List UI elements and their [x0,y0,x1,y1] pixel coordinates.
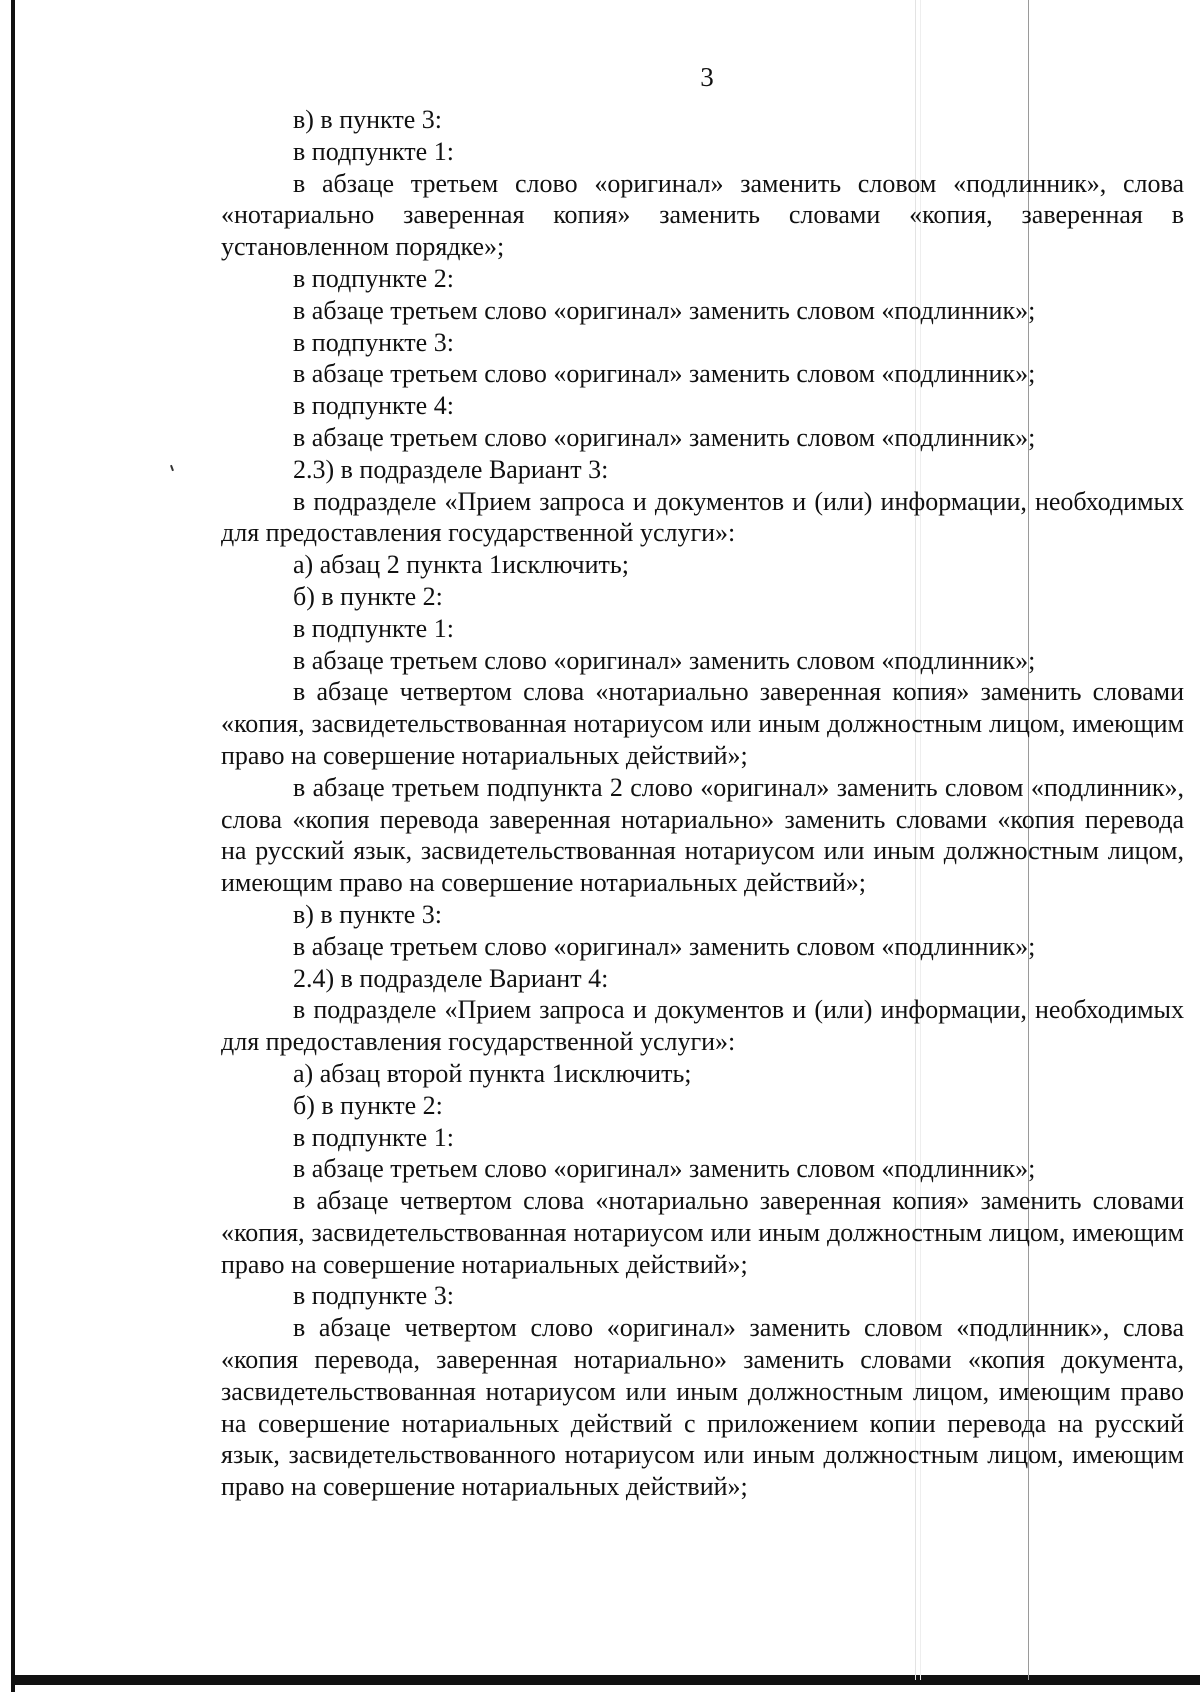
paragraph: в подразделе «Прием запроса и документов и (или) информации, необходимых для предоставления государственной услуги»: [221,486,1184,548]
paragraph: 2.4) в подразделе Вариант 4: [293,963,609,993]
paragraph: в) в пункте 3: [293,105,442,134]
paragraph: в абзаце третьем слово «оригинал» заменить словом «подлинник»; [293,931,1036,961]
page-number: 3 [700,62,714,92]
paragraph: а) абзац 2 пункта 1исключить; [293,550,629,580]
paragraph: б) в пункте 2: [293,581,443,611]
paragraph: в подпункте 3: [293,327,454,357]
paragraph: 2.3) в подразделе Вариант 3: [293,454,609,484]
paragraph: в подпункте 3: [293,1281,454,1311]
paragraph: в абзаце третьем слово «оригинал» заменить словом «подлинник», слова «нотариально заверенная копия» заменить словами «копия, заверенная в установленном порядке»; [221,168,1184,262]
paragraph: в абзаце третьем слово «оригинал» заменить словом «подлинник»; [293,1154,1036,1184]
paragraph: в абзаце четвертом слово «оригинал» заменить словом «подлинник», слова «копия перевода, заверенная нотариально» заменить словами «копия документа, засвидетельствованная нотариусом или иным должностным лицом, имеющим право на совершение нотариальных действий с приложением копии перевода на русский язык, засвидетельствованного нотариусом или иным должностным лицом, имеющим право на совершение нотариальных действий»; [221,1313,1184,1502]
paragraph: в подпункте 1: [293,613,454,643]
paragraph: в абзаце четвертом слова «нотариально заверенная копия» заменить словами «копия, засвидетельствованная нотариусом или иным должностным лицом, имеющим право на совершение нотариальных действий»; [221,1186,1184,1279]
paragraph: в подпункте 4: [293,391,454,421]
paragraph: в абзаце третьем слово «оригинал» заменить словом «подлинник»; [293,422,1036,452]
paragraph: в) в пункте 3: [293,899,442,929]
paragraph: в абзаце третьем слово «оригинал» заменить словом «подлинник»; [293,645,1036,675]
scan-speck [170,465,174,471]
paragraph: в подразделе «Прием запроса и документов и (или) информации, необходимых для предоставления государственной услуги»: [221,995,1184,1057]
scan-border-bottom [11,1675,1200,1685]
paragraph: в абзаце четвертом слова «нотариально заверенная копия» заменить словами «копия, засвидетельствованная нотариусом или иным должностным лицом, имеющим право на совершение нотариальных действий»; [221,677,1184,770]
paragraph: в абзаце третьем подпункта 2 слово «оригинал» заменить словом «подлинник», слова «копия перевода заверенная нотариально» заменить словами «копия перевода на русский язык, засвидетельствованная нотариусом или иным должностным лицом, имеющим право на совершение нотариальных действий»; [221,772,1184,898]
document-body [221,104,1184,1503]
paragraph: б) в пункте 2: [293,1090,443,1120]
paragraph: в абзаце третьем слово «оригинал» заменить словом «подлинник»; [293,359,1036,389]
paragraph: в подпункте 1: [293,1122,454,1152]
scan-border-left [11,0,15,1692]
paragraph: а) абзац второй пункта 1исключить; [293,1058,692,1088]
paragraph: в подпункте 2: [293,263,454,293]
paragraph: в подпункте 1: [293,136,454,166]
paragraph: в абзаце третьем слово «оригинал» заменить словом «подлинник»; [293,295,1036,325]
